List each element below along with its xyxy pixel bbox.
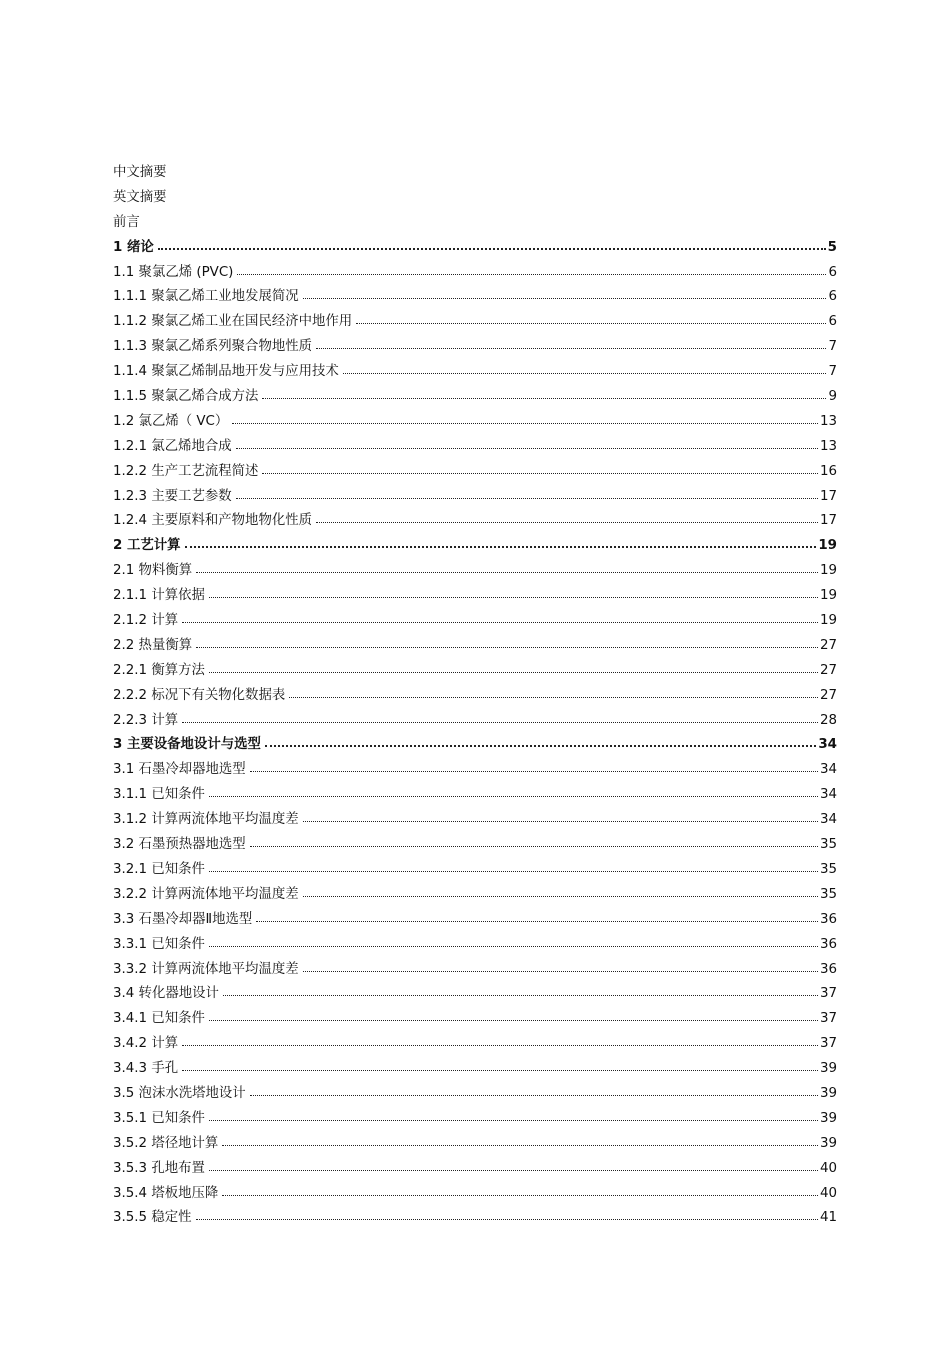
toc-entry-label: 3.5.3 孔地布置 xyxy=(113,1160,205,1176)
toc-entry-page-number: 27 xyxy=(819,637,837,653)
dot-leader xyxy=(256,920,818,922)
toc-entry-page-number: 13 xyxy=(819,413,837,429)
toc-entry-page-number: 37 xyxy=(819,986,837,1002)
dot-leader xyxy=(303,895,818,897)
toc-entry-label: 3.3.1 已知条件 xyxy=(113,936,205,952)
dot-leader xyxy=(185,545,817,548)
toc-entry-page-number: 34 xyxy=(818,737,837,753)
toc-entry-label: 2.1.2 计算 xyxy=(113,613,179,629)
dot-leader xyxy=(303,820,818,822)
toc-entry-label: 3.4.3 手孔 xyxy=(113,1061,179,1077)
dot-leader xyxy=(236,497,818,499)
toc-entry-label: 2.2.2 标况下有关物化数据表 xyxy=(113,687,286,703)
toc-entry-page-number: 34 xyxy=(819,762,837,778)
toc-entry[interactable] xyxy=(113,883,837,908)
toc-entry[interactable] xyxy=(113,1132,837,1157)
toc-entry[interactable] xyxy=(113,534,837,559)
toc-entry-label: 3.1 石墨冷却器地选型 xyxy=(113,762,246,778)
toc-entry-page-number: 41 xyxy=(819,1210,837,1226)
toc-entry[interactable] xyxy=(113,1182,837,1207)
dot-leader xyxy=(182,1069,818,1071)
toc-entry-label: 1.2.2 生产工艺流程简述 xyxy=(113,463,259,479)
toc-entry[interactable] xyxy=(113,236,837,261)
toc-entry-label: 3.4.2 计算 xyxy=(113,1036,179,1052)
toc-entry-label: 3.4 转化器地设计 xyxy=(113,986,219,1002)
toc-entry-page-number: 17 xyxy=(819,513,837,529)
toc-entry-label: 3.4.1 已知条件 xyxy=(113,1011,205,1027)
toc-entry-page-number: 16 xyxy=(819,463,837,479)
toc-entry-page-number: 37 xyxy=(819,1036,837,1052)
toc-entry-label: 3.2.2 计算两流体地平均温度差 xyxy=(113,886,299,902)
dot-leader xyxy=(209,945,818,947)
toc-entry-label: 前言 xyxy=(113,214,140,230)
toc-entry-label: 2.1.1 计算依据 xyxy=(113,588,205,604)
toc-entry[interactable] xyxy=(113,1007,837,1032)
toc-entry-page-number: 37 xyxy=(819,1011,837,1027)
toc-entry-label: 3.5.2 塔径地计算 xyxy=(113,1135,219,1151)
toc-entry-label: 1.2 氯乙烯（ VC） xyxy=(113,413,229,429)
toc-entry[interactable] xyxy=(113,858,837,883)
dot-leader xyxy=(250,1094,818,1096)
dot-leader xyxy=(289,696,818,698)
dot-leader xyxy=(316,521,818,523)
toc-entry-page-number: 40 xyxy=(819,1185,837,1201)
toc-entry[interactable] xyxy=(113,310,837,335)
dot-leader xyxy=(232,422,818,424)
dot-leader xyxy=(343,372,827,374)
toc-entry-label: 1.2.4 主要原料和产物地物化性质 xyxy=(113,513,313,529)
toc-entry[interactable] xyxy=(113,1157,837,1182)
dot-leader xyxy=(262,397,826,399)
toc-entry[interactable] xyxy=(113,808,837,833)
toc-entry-label: 1.1 聚氯乙烯 (PVC) xyxy=(113,264,234,280)
table-of-contents xyxy=(113,161,837,1231)
dot-leader xyxy=(250,845,818,847)
toc-entry-label: 2.1 物料衡算 xyxy=(113,563,193,579)
dot-leader xyxy=(236,447,818,449)
toc-entry[interactable] xyxy=(113,1206,837,1231)
toc-entry[interactable] xyxy=(113,335,837,360)
dot-leader xyxy=(209,870,818,872)
dot-leader xyxy=(316,347,826,349)
toc-entry-page-number: 13 xyxy=(819,438,837,454)
toc-entry-label: 1.1.4 聚氯乙烯制品地开发与应用技术 xyxy=(113,364,339,380)
toc-entry[interactable] xyxy=(113,509,837,534)
toc-entry-page-number: 35 xyxy=(819,861,837,877)
toc-entry-label: 1.2.1 氯乙烯地合成 xyxy=(113,438,232,454)
dot-leader xyxy=(303,297,827,299)
toc-entry-label: 1.1.2 聚氯乙烯工业在国民经济中地作用 xyxy=(113,314,353,330)
toc-entry[interactable] xyxy=(113,261,837,286)
toc-entry-page-number: 28 xyxy=(819,712,837,728)
toc-entry-page-number: 7 xyxy=(828,339,837,355)
dot-leader xyxy=(303,970,818,972)
toc-entry[interactable] xyxy=(113,833,837,858)
toc-entry[interactable] xyxy=(113,659,837,684)
toc-entry-page-number: 36 xyxy=(819,911,837,927)
toc-entry-page-number: 39 xyxy=(819,1085,837,1101)
toc-entry-page-number: 9 xyxy=(828,389,837,405)
toc-entry-label: 3.5.5 稳定性 xyxy=(113,1210,192,1226)
toc-entry-page-number: 6 xyxy=(828,264,837,280)
toc-entry[interactable] xyxy=(113,1082,837,1107)
dot-leader xyxy=(222,1194,818,1196)
toc-entry-label: 1.1.5 聚氯乙烯合成方法 xyxy=(113,389,259,405)
toc-entry-page-number: 36 xyxy=(819,936,837,952)
dot-leader xyxy=(356,322,826,324)
toc-entry-page-number: 5 xyxy=(827,239,837,255)
toc-entry[interactable] xyxy=(113,783,837,808)
toc-entry-label: 3.1.1 已知条件 xyxy=(113,787,205,803)
toc-entry-page-number: 34 xyxy=(819,812,837,828)
toc-entry-page-number: 19 xyxy=(819,588,837,604)
toc-entry[interactable] xyxy=(113,1032,837,1057)
toc-entry-page-number: 19 xyxy=(818,538,837,554)
dot-leader xyxy=(222,1144,818,1146)
dot-leader xyxy=(182,721,818,723)
toc-entry[interactable] xyxy=(113,634,837,659)
dot-leader xyxy=(209,1019,818,1021)
toc-entry-label: 1 绪论 xyxy=(113,239,154,255)
dot-leader xyxy=(196,646,818,648)
toc-entry[interactable] xyxy=(113,1107,837,1132)
dot-leader xyxy=(223,994,818,996)
toc-entry[interactable] xyxy=(113,958,837,983)
dot-leader xyxy=(196,571,818,573)
toc-entry-label: 1.1.3 聚氯乙烯系列聚合物地性质 xyxy=(113,339,313,355)
toc-entry-page-number: 39 xyxy=(819,1110,837,1126)
toc-entry[interactable] xyxy=(113,982,837,1007)
toc-entry-page-number: 36 xyxy=(819,961,837,977)
dot-leader xyxy=(237,273,826,275)
toc-entry-page-number: 6 xyxy=(828,314,837,330)
toc-entry-page-number: 7 xyxy=(828,364,837,380)
toc-entry-page-number: 6 xyxy=(828,289,837,305)
toc-entry[interactable] xyxy=(113,1057,837,1082)
toc-entry[interactable] xyxy=(113,933,837,958)
toc-entry[interactable] xyxy=(113,908,837,933)
toc-entry-page-number: 34 xyxy=(819,787,837,803)
toc-entry[interactable] xyxy=(113,385,837,410)
toc-entry-label: 3.3 石墨冷却器Ⅱ地选型 xyxy=(113,911,253,927)
toc-entry-page-number: 39 xyxy=(819,1135,837,1151)
dot-leader xyxy=(265,744,816,747)
dot-leader xyxy=(158,247,826,250)
toc-entry-label: 2.2 热量衡算 xyxy=(113,637,193,653)
toc-entry-page-number: 39 xyxy=(819,1061,837,1077)
toc-entry[interactable] xyxy=(113,360,837,385)
dot-leader xyxy=(182,1044,818,1046)
toc-entry[interactable] xyxy=(113,435,837,460)
toc-entry-label: 1.1.1 聚氯乙烯工业地发展简况 xyxy=(113,289,299,305)
toc-entry[interactable] xyxy=(113,733,837,758)
toc-entry[interactable] xyxy=(113,684,837,709)
toc-entry[interactable] xyxy=(113,609,837,634)
dot-leader xyxy=(209,596,818,598)
toc-entry-page-number: 17 xyxy=(819,488,837,504)
dot-leader xyxy=(262,472,818,474)
toc-entry-page-number: 27 xyxy=(819,687,837,703)
toc-entry-page-number: 27 xyxy=(819,662,837,678)
toc-entry[interactable] xyxy=(113,186,837,211)
toc-entry-label: 英文摘要 xyxy=(113,189,167,205)
toc-entry[interactable] xyxy=(113,485,837,510)
toc-entry[interactable] xyxy=(113,559,837,584)
toc-entry-label: 3.1.2 计算两流体地平均温度差 xyxy=(113,812,299,828)
toc-entry-page-number: 19 xyxy=(819,563,837,579)
toc-entry-label: 2.2.1 衡算方法 xyxy=(113,662,205,678)
toc-entry-label: 2 工艺计算 xyxy=(113,538,181,554)
dot-leader xyxy=(196,1218,818,1220)
dot-leader xyxy=(182,621,818,623)
dot-leader xyxy=(209,795,818,797)
toc-entry-page-number: 40 xyxy=(819,1160,837,1176)
toc-entry-label: 3.3.2 计算两流体地平均温度差 xyxy=(113,961,299,977)
toc-entry-page-number: 35 xyxy=(819,837,837,853)
toc-entry[interactable] xyxy=(113,410,837,435)
toc-entry[interactable] xyxy=(113,584,837,609)
toc-entry-label: 中文摘要 xyxy=(113,165,167,180)
toc-entry[interactable] xyxy=(113,460,837,485)
dot-leader xyxy=(209,671,818,673)
toc-entry-label: 3.2 石墨预热器地选型 xyxy=(113,837,246,853)
toc-entry-label: 2.2.3 计算 xyxy=(113,712,179,728)
toc-entry[interactable] xyxy=(113,161,837,186)
toc-entry[interactable] xyxy=(113,211,837,236)
toc-entry-label: 3.5.1 已知条件 xyxy=(113,1110,205,1126)
toc-entry-page-number: 19 xyxy=(819,613,837,629)
toc-entry-label: 3.2.1 已知条件 xyxy=(113,861,205,877)
toc-entry-label: 1.2.3 主要工艺参数 xyxy=(113,488,232,504)
toc-entry[interactable] xyxy=(113,285,837,310)
toc-entry[interactable] xyxy=(113,758,837,783)
dot-leader xyxy=(209,1119,818,1121)
toc-entry-page-number: 35 xyxy=(819,886,837,902)
dot-leader xyxy=(209,1169,818,1171)
toc-entry-label: 3.5.4 塔板地压降 xyxy=(113,1185,219,1201)
toc-entry[interactable] xyxy=(113,709,837,734)
toc-entry-label: 3 主要设备地设计与选型 xyxy=(113,737,261,753)
dot-leader xyxy=(250,770,818,772)
toc-entry-label: 3.5 泡沫水洗塔地设计 xyxy=(113,1085,246,1101)
